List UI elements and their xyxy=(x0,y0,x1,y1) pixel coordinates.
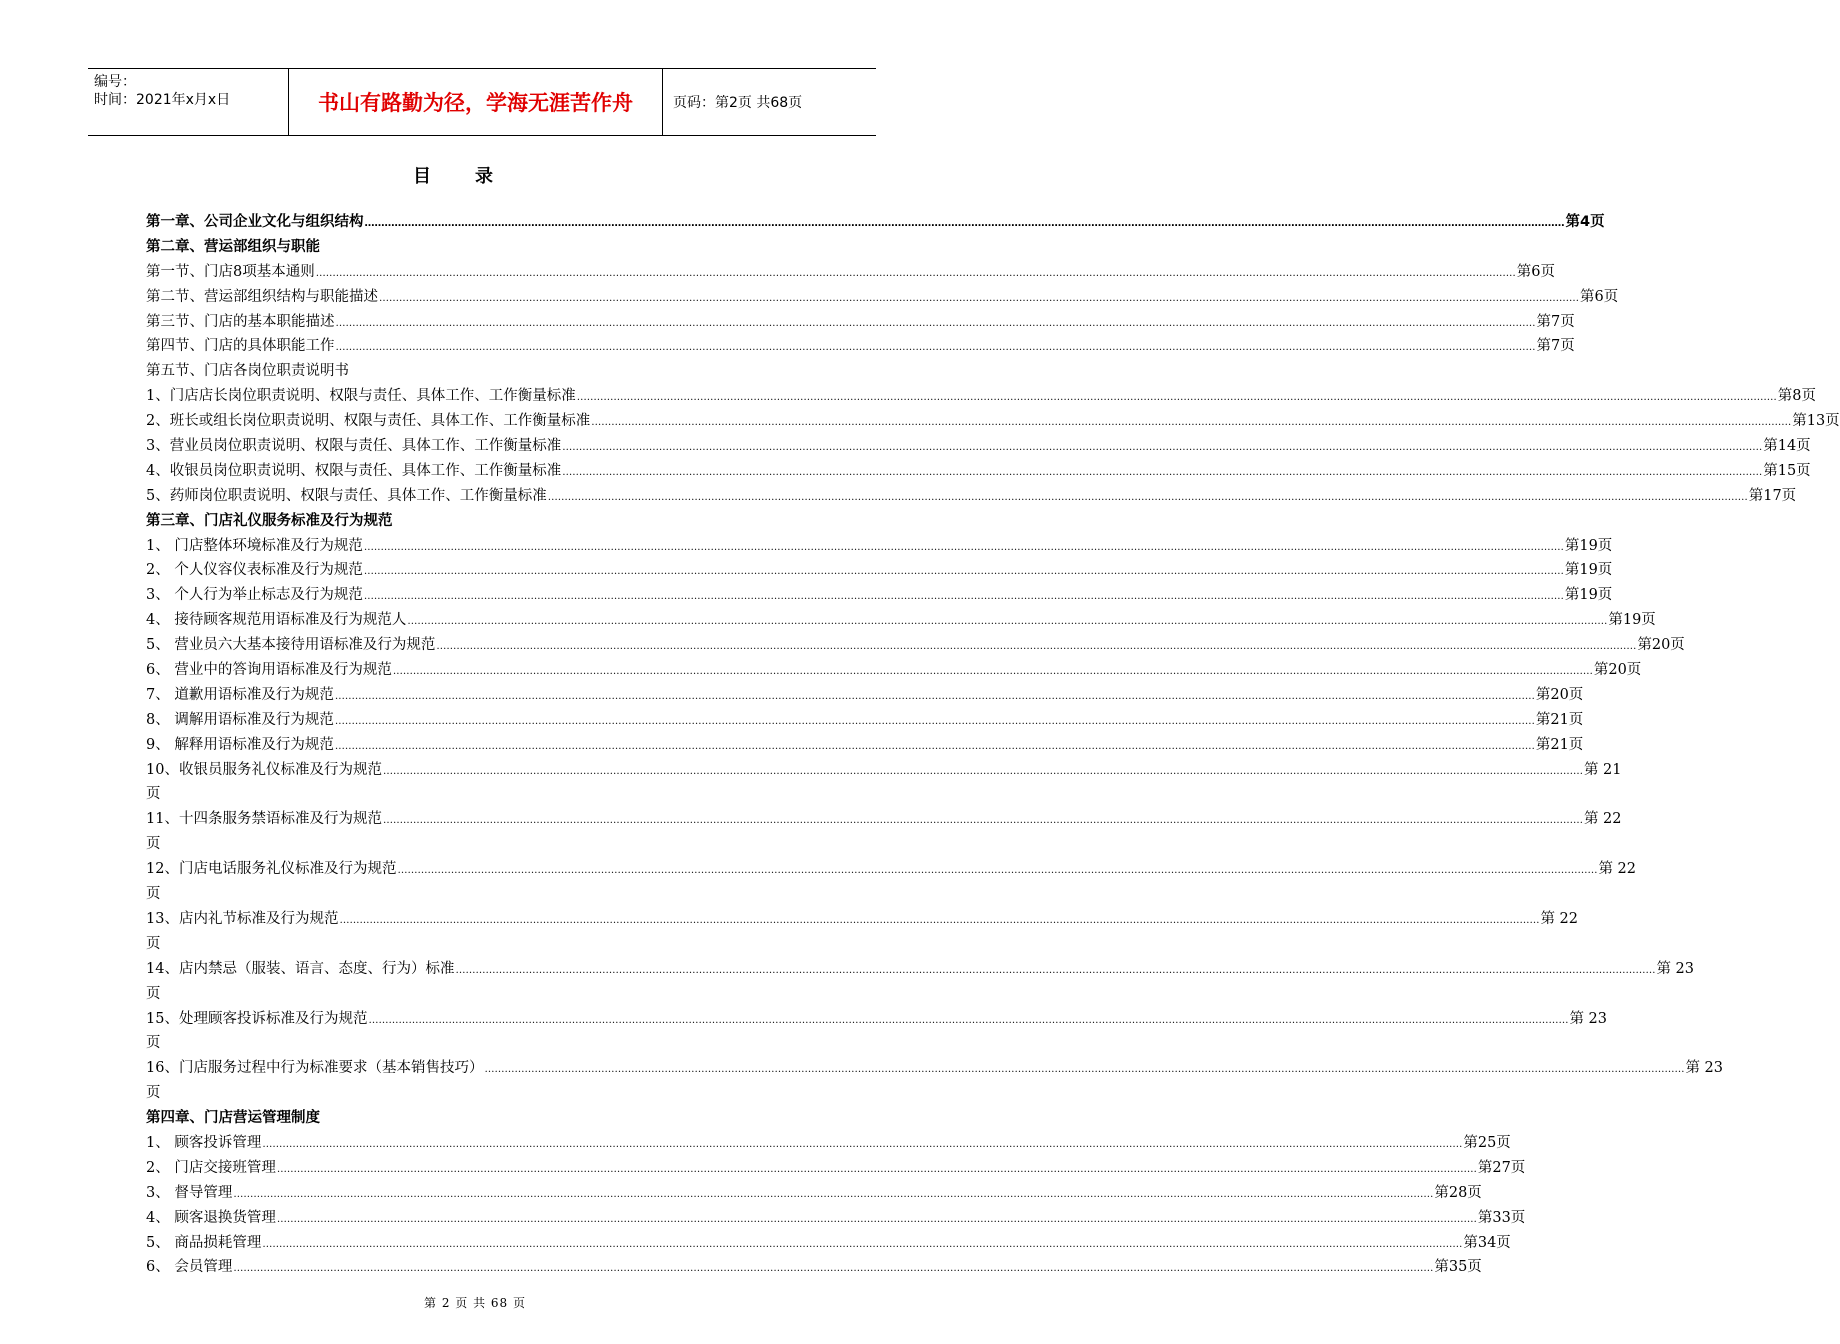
toc-entry xyxy=(146,359,802,384)
toc-entry xyxy=(146,210,1605,235)
toc-entry-page: 第19页 xyxy=(1564,562,1613,579)
toc-entry-title: 2、班长或组长岗位职责说明、权限与责任、具体工作、工作衡量标准 xyxy=(146,413,591,430)
toc-entry-page-continuation: 页 xyxy=(146,1035,161,1052)
toc-entry-page: 第15页 xyxy=(1763,462,1811,479)
toc-entry-title: 第二章、营运部组织与职能 xyxy=(146,238,320,255)
toc-leader-dots: ……………………………………………………………………………………………………………………………………………………………………………………………………………………………………………………………………………………………………………………………… xyxy=(379,292,1579,304)
toc-entry xyxy=(146,409,1840,434)
toc-entry xyxy=(146,1181,1482,1206)
toc-entry xyxy=(146,658,1642,683)
toc-entry-title: 16、门店服务过程中行为标准要求（基本销售技巧） xyxy=(146,1060,484,1077)
toc-entry-title: 1、 顾客投诉管理 xyxy=(146,1134,262,1151)
toc-leader-dots: ……………………………………………………………………………………………………………………………………………………………………………………………………………………………………………………………………………………………………………………………… xyxy=(363,566,1564,578)
page-header xyxy=(88,68,876,136)
toc-entry-page-continuation: 页 xyxy=(146,836,161,853)
toc-leader-dots: ……………………………………………………………………………………………………………………………………………………………………………………………………………………………………………………………………………………………………………………………… xyxy=(382,765,1583,777)
toc-entry xyxy=(146,1231,1511,1256)
toc-entry-page: 第6页 xyxy=(1516,263,1555,280)
toc-entry xyxy=(146,260,1555,285)
header-page-label: 页码：第2页 共68页 xyxy=(673,95,803,111)
toc-leader-dots: ……………………………………………………………………………………………………………………………………………………………………………………………………………………………………………………………………………………………………………………………… xyxy=(233,1188,1434,1200)
toc-leader-dots: ……………………………………………………………………………………………………………………………………………………………………………………………………………………………………………………………………………………………………………………………… xyxy=(339,914,1540,926)
toc-entry-page: 第14页 xyxy=(1763,438,1811,455)
toc-leader-dots: ……………………………………………………………………………………………………………………………………………………………………………………………………………………………………………………………………………………………………………………………… xyxy=(436,641,1637,653)
toc-entry-title: 4、收银员岗位职责说明、权限与责任、具体工作、工作衡量标准 xyxy=(146,462,562,479)
header-meta xyxy=(88,69,288,135)
toc-entry-title: 13、店内礼节标准及行为规范 xyxy=(146,910,339,927)
toc-entry-page-continuation: 页 xyxy=(146,935,161,952)
toc-entry-page: 第6页 xyxy=(1580,288,1619,305)
toc-entry xyxy=(146,285,1619,310)
toc-entry-page: 第33页 xyxy=(1477,1209,1526,1226)
toc-leader-dots: ……………………………………………………………………………………………………………………………………………………………………………………………………………………………………………………………………………………………………………………………… xyxy=(276,1163,1477,1175)
toc-entry-title: 4、 接待顾客规范用语标准及行为规范人 xyxy=(146,612,407,629)
toc-entry-page-continuation: 页 xyxy=(146,985,161,1002)
toc-entry-title: 10、收银员服务礼仪标准及行为规范 xyxy=(146,761,382,778)
toc-entry xyxy=(146,1206,1526,1231)
toc-entry-page: 第20页 xyxy=(1535,686,1584,703)
toc-entry-page-continuation: 页 xyxy=(146,786,161,803)
toc-entry-page: 第8页 xyxy=(1777,388,1816,405)
toc-entry-page: 第20页 xyxy=(1637,637,1685,654)
toc-leader-dots: ……………………………………………………………………………………………………………………………………………………………………………………………………………………………………………………………………………………………………………………………… xyxy=(315,267,1516,279)
toc-entry-title: 15、处理顾客投诉标准及行为规范 xyxy=(146,1010,368,1027)
toc-entry-page: 第 22 xyxy=(1583,811,1622,828)
toc-entry-title: 第二节、营运部组织结构与职能描述 xyxy=(146,288,378,305)
toc-leader-dots: ……………………………………………………………………………………………………………………………………………………………………………………………………………………………………………………………………………………………………………………………… xyxy=(262,1238,1463,1250)
toc-leader-dots: ……………………………………………………………………………………………………………………………………………………………………………………………………………………………………………………………………………………………………………………………… xyxy=(484,1064,1685,1076)
toc-leader-dots: ……………………………………………………………………………………………………………………………………………………………………………………………………………………………………………………………………………………………………………………………… xyxy=(591,417,1792,429)
toc-leader-dots: ……………………………………………………………………………………………………………………………………………………………………………………………………………………………………………………………………………………………………………………………… xyxy=(276,1213,1477,1225)
toc-leader-dots: ……………………………………………………………………………………………………………………………………………………………………………………………………………………………………………………………………………………………………………………………… xyxy=(368,1014,1569,1026)
toc-entry xyxy=(146,484,1797,509)
toc-leader-dots: ……………………………………………………………………………………………………………………………………………………………………………………………………………………………………………………………………………………………………………………………… xyxy=(364,218,1565,229)
toc-entry-page: 第7页 xyxy=(1536,313,1575,330)
toc-entry xyxy=(146,1156,1526,1181)
toc-entry xyxy=(146,633,1685,658)
toc-entry-page: 第 21 xyxy=(1583,761,1622,778)
toc-entry xyxy=(146,310,1575,335)
toc-entry xyxy=(146,1131,1511,1156)
toc-entry-title: 4、 顾客退换货管理 xyxy=(146,1209,276,1226)
toc-entry-page: 第19页 xyxy=(1564,587,1613,604)
toc-leader-dots: ……………………………………………………………………………………………………………………………………………………………………………………………………………………………………………………………………………………………………………………………… xyxy=(562,466,1763,478)
toc-entry xyxy=(146,807,1622,832)
toc-entry xyxy=(146,384,1816,409)
toc-leader-dots: ……………………………………………………………………………………………………………………………………………………………………………………………………………………………………………………………………………………………………………………………… xyxy=(363,541,1564,553)
toc-entry-page: 第 23 xyxy=(1569,1010,1608,1027)
toc-leader-dots: ……………………………………………………………………………………………………………………………………………………………………………………………………………………………………………………………………………………………………………………………… xyxy=(233,1263,1434,1275)
toc-entry-title: 第一节、门店8项基本通则 xyxy=(146,263,315,280)
toc-leader-dots: ……………………………………………………………………………………………………………………………………………………………………………………………………………………………………………………………………………………………………………………………… xyxy=(397,865,1598,877)
toc-leader-dots: ……………………………………………………………………………………………………………………………………………………………………………………………………………………………………………………………………………………………………………………………… xyxy=(334,740,1535,752)
toc-entry xyxy=(146,459,1811,484)
toc-entry xyxy=(146,509,802,534)
toc-entry-page: 第19页 xyxy=(1564,537,1613,554)
toc-entry xyxy=(146,1007,1608,1032)
toc-entry-page: 第4页 xyxy=(1565,214,1605,230)
toc-entry-page-continuation: 页 xyxy=(146,886,161,903)
toc-entry-page: 第17页 xyxy=(1748,487,1797,504)
toc-entry-page: 第20页 xyxy=(1593,662,1642,679)
toc-entry xyxy=(146,708,1584,733)
toc-entry-title: 第三章、门店礼仪服务标准及行为规范 xyxy=(146,512,393,529)
toc-entry xyxy=(146,608,1656,633)
toc-entry-title: 1、门店店长岗位职责说明、权限与责任、具体工作、工作衡量标准 xyxy=(146,388,576,405)
toc-entry xyxy=(146,733,1584,758)
toc-entry-title: 第三节、门店的基本职能描述 xyxy=(146,313,335,330)
code-label: 编号： xyxy=(94,74,136,90)
page-footer: 第 2 页 共 68 页 xyxy=(424,1296,526,1310)
toc-entry-title: 5、 营业员六大基本接待用语标准及行为规范 xyxy=(146,637,436,654)
toc-entry-title: 3、营业员岗位职责说明、权限与责任、具体工作、工作衡量标准 xyxy=(146,438,562,455)
toc-entry-page: 第 22 xyxy=(1598,861,1637,878)
toc-entry-page: 第19页 xyxy=(1608,612,1656,629)
toc-entry-title: 3、 个人行为举止标志及行为规范 xyxy=(146,587,363,604)
toc-entry xyxy=(146,857,1637,882)
toc-entry-page: 第 23 xyxy=(1656,960,1695,977)
toc-entry xyxy=(146,683,1584,708)
toc-title: 目录 xyxy=(413,166,537,187)
toc-entry-page: 第25页 xyxy=(1463,1134,1511,1151)
toc-entry-title: 6、 营业中的答询用语标准及行为规范 xyxy=(146,662,392,679)
toc-entry-title: 2、 个人仪容仪表标准及行为规范 xyxy=(146,562,363,579)
toc-entry-title: 8、 调解用语标准及行为规范 xyxy=(146,711,334,728)
toc-entry-page: 第 23 xyxy=(1685,1060,1724,1077)
header-slogan: 书山有路勤为径，学海无涯苦作舟 xyxy=(288,69,663,135)
toc-leader-dots: ……………………………………………………………………………………………………………………………………………………………………………………………………………………………………………………………………………………………………………………………… xyxy=(334,715,1535,727)
toc-entry xyxy=(146,558,1613,583)
toc-leader-dots: ……………………………………………………………………………………………………………………………………………………………………………………………………………………………………………………………………………………………………………………………… xyxy=(547,491,1748,503)
toc-entry xyxy=(146,334,1575,359)
time-label: 时间：2021年x月x日 xyxy=(94,92,231,108)
toc-entry-page: 第27页 xyxy=(1477,1159,1526,1176)
toc-entry-page: 第7页 xyxy=(1536,338,1575,355)
toc-leader-dots: ……………………………………………………………………………………………………………………………………………………………………………………………………………………………………………………………………………………………………………………………… xyxy=(335,342,1536,354)
toc-entry-title: 1、 门店整体环境标准及行为规范 xyxy=(146,537,363,554)
toc-entry-title: 2、 门店交接班管理 xyxy=(146,1159,276,1176)
toc-entry-title: 14、店内禁忌（服装、语言、态度、行为）标准 xyxy=(146,960,455,977)
toc-entry-title: 5、药师岗位职责说明、权限与责任、具体工作、工作衡量标准 xyxy=(146,487,547,504)
toc-entry-title: 12、门店电话服务礼仪标准及行为规范 xyxy=(146,861,397,878)
toc-entry-title: 5、 商品损耗管理 xyxy=(146,1234,262,1251)
toc-entry-title: 第五节、门店各岗位职责说明书 xyxy=(146,363,349,380)
toc-entry-title: 6、 会员管理 xyxy=(146,1259,233,1276)
toc-entry-title: 3、 督导管理 xyxy=(146,1184,233,1201)
toc-entry-title: 7、 道歉用语标准及行为规范 xyxy=(146,686,334,703)
toc-entry-title: 9、 解释用语标准及行为规范 xyxy=(146,736,334,753)
toc-entry xyxy=(146,957,1695,982)
toc-entry-page: 第28页 xyxy=(1434,1184,1482,1201)
toc-entry-title: 第四章、门店营运管理制度 xyxy=(146,1110,320,1127)
toc-entry xyxy=(146,907,1579,932)
toc-leader-dots: ……………………………………………………………………………………………………………………………………………………………………………………………………………………………………………………………………………………………………………………………… xyxy=(562,442,1763,454)
toc-entry xyxy=(146,1106,802,1131)
toc-entry xyxy=(146,583,1613,608)
toc-entry xyxy=(146,1056,1724,1081)
toc-leader-dots: ……………………………………………………………………………………………………………………………………………………………………………………………………………………………………………………………………………………………………………………………… xyxy=(455,964,1656,976)
toc-entry xyxy=(146,434,1811,459)
toc-entry-page-continuation: 页 xyxy=(146,1085,161,1102)
toc-leader-dots: ……………………………………………………………………………………………………………………………………………………………………………………………………………………………………………………………………………………………………………………………… xyxy=(334,690,1535,702)
toc-entry xyxy=(146,235,802,260)
toc-entry-page: 第21页 xyxy=(1535,736,1584,753)
toc-entry xyxy=(146,534,1613,559)
toc-leader-dots: ……………………………………………………………………………………………………………………………………………………………………………………………………………………………………………………………………………………………………………………………… xyxy=(262,1138,1463,1150)
toc-leader-dots: ……………………………………………………………………………………………………………………………………………………………………………………………………………………………………………………………………………………………………………………………… xyxy=(392,666,1593,678)
toc-entry xyxy=(146,758,1622,783)
toc-entry-page: 第34页 xyxy=(1463,1234,1511,1251)
toc-entry-page: 第 22 xyxy=(1540,910,1579,927)
toc-leader-dots: ……………………………………………………………………………………………………………………………………………………………………………………………………………………………………………………………………………………………………………………………… xyxy=(576,392,1777,404)
toc-entry-page: 第21页 xyxy=(1535,711,1584,728)
toc-leader-dots: ……………………………………………………………………………………………………………………………………………………………………………………………………………………………………………………………………………………………………………………………… xyxy=(335,317,1536,329)
toc-leader-dots: ……………………………………………………………………………………………………………………………………………………………………………………………………………………………………………………………………………………………………………………………… xyxy=(407,616,1608,628)
toc-entry-page: 第35页 xyxy=(1434,1259,1482,1276)
toc-entry-page: 第13页 xyxy=(1792,413,1840,430)
toc-entry xyxy=(146,1255,1482,1280)
table-of-contents xyxy=(146,210,1840,1280)
toc-leader-dots: ……………………………………………………………………………………………………………………………………………………………………………………………………………………………………………………………………………………………………………………………… xyxy=(382,815,1583,827)
toc-leader-dots: ……………………………………………………………………………………………………………………………………………………………………………………………………………………………………………………………………………………………………………………………… xyxy=(363,591,1564,603)
toc-entry-title: 11、十四条服务禁语标准及行为规范 xyxy=(146,811,382,828)
toc-entry-title: 第一章、公司企业文化与组织结构 xyxy=(146,214,364,230)
toc-entry-title: 第四节、门店的具体职能工作 xyxy=(146,338,335,355)
